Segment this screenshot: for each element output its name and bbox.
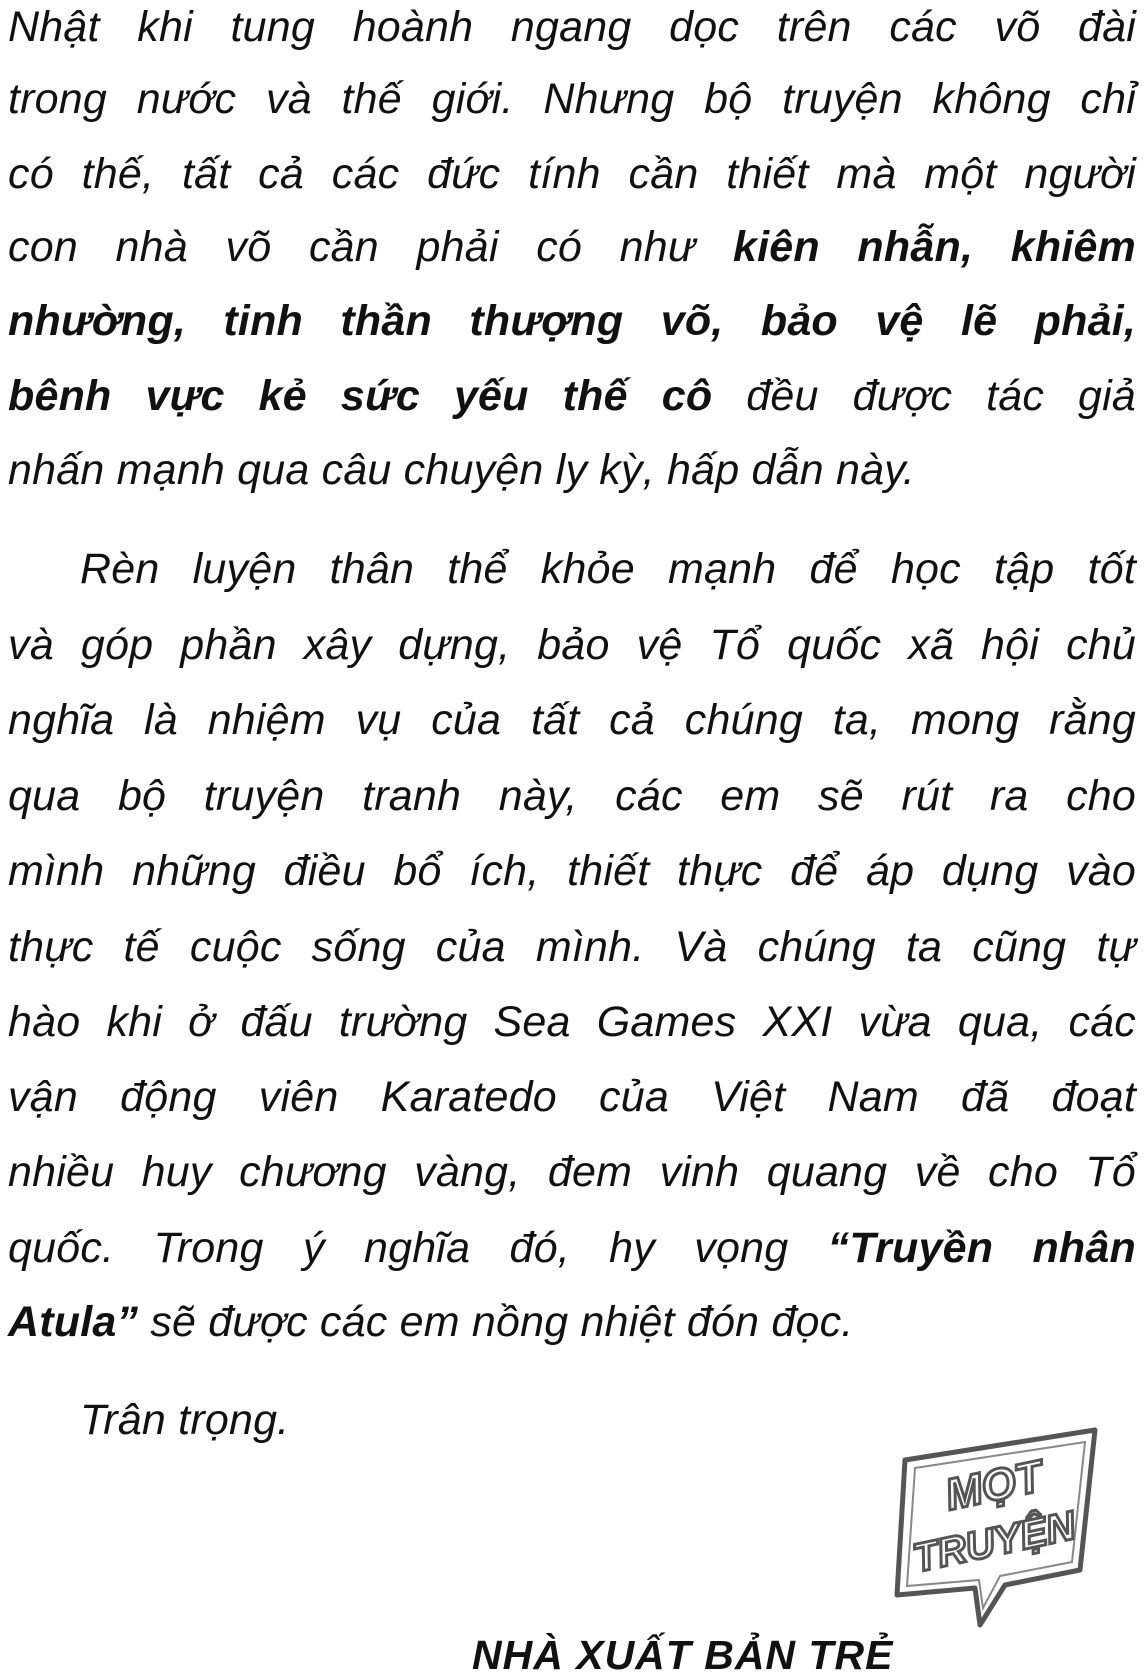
- watermark-logo: [885, 1420, 1115, 1630]
- emphasis-text: Atula”: [8, 1298, 139, 1346]
- text-line: [8, 908, 1136, 986]
- text-line: [8, 530, 1136, 608]
- text-line: [8, 60, 1136, 138]
- text-line: [8, 282, 1136, 360]
- line-text: hào khi ở đấu trường Sea Games XXI vừa qua, các: [8, 998, 1136, 1046]
- line-text: quốc. Trong ý nghĩa đó, hy vọng: [8, 1224, 828, 1272]
- text-line: [8, 606, 1136, 684]
- line-text: đều được tác giả: [712, 372, 1136, 420]
- text-line: [8, 1283, 1136, 1361]
- publisher-signature: NHÀ XUẤT BẢN TRẺ: [472, 1632, 894, 1678]
- text-line: [8, 983, 1136, 1061]
- line-text: vận động viên Karatedo của Việt Nam đã đoạt: [8, 1073, 1136, 1121]
- text-line: [8, 1058, 1136, 1136]
- text-line: [8, 208, 1136, 286]
- text-line: [8, 135, 1136, 213]
- line-text: trong nước và thế giới. Nhưng bộ truyện không chỉ: [8, 75, 1136, 123]
- text-line: [8, 832, 1136, 910]
- text-line: [8, 357, 1136, 435]
- text-line: [8, 757, 1136, 835]
- watermark-line1: MỌT: [941, 1451, 1047, 1520]
- emphasis-text: bênh vực kẻ sức yếu thế cô: [8, 372, 713, 420]
- text-line: [8, 681, 1136, 759]
- closing-text: Trân trọng.: [80, 1396, 290, 1444]
- line-text: con nhà võ cần phải có như: [8, 223, 733, 271]
- line-text: thực tế cuộc sống của mình. Và chúng ta cũng tự: [8, 923, 1136, 971]
- line-text: nghĩa là nhiệm vụ của tất cả chúng ta, mong rằng: [8, 696, 1136, 744]
- emphasis-text: “Truyền nhân: [827, 1224, 1136, 1272]
- line-text: và góp phần xây dựng, bảo vệ Tổ quốc xã hội chủ: [8, 621, 1136, 669]
- emphasis-text: nhường, tinh thần thượng võ, bảo vệ lẽ phải,: [8, 297, 1136, 345]
- text-line: [8, 0, 1136, 66]
- line-text: nhiều huy chương vàng, đem vinh quang về cho Tổ: [8, 1148, 1136, 1196]
- text-line: [8, 1209, 1136, 1287]
- line-text: Nhật khi tung hoành ngang dọc trên các võ đài: [8, 3, 1136, 51]
- text-line: [8, 1133, 1136, 1211]
- watermark-line2: TRUYỆN: [909, 1503, 1080, 1581]
- line-text: mình những điều bổ ích, thiết thực để áp dụng vào: [8, 847, 1136, 895]
- line-text: qua bộ truyện tranh này, các em sẽ rút ra cho: [8, 772, 1136, 820]
- line-text: nhấn mạnh qua câu chuyện ly kỳ, hấp dẫn này.: [8, 446, 915, 494]
- emphasis-text: kiên nhẫn, khiêm: [732, 223, 1136, 271]
- text-line: [8, 431, 1136, 509]
- line-text: có thế, tất cả các đức tính cần thiết mà một người: [8, 150, 1136, 198]
- line-text: sẽ được các em nồng nhiệt đón đọc.: [138, 1298, 854, 1346]
- speech-bubble-logo-icon: [885, 1420, 1115, 1630]
- line-text: Rèn luyện thân thể khỏe mạnh để học tập tốt: [80, 545, 1136, 593]
